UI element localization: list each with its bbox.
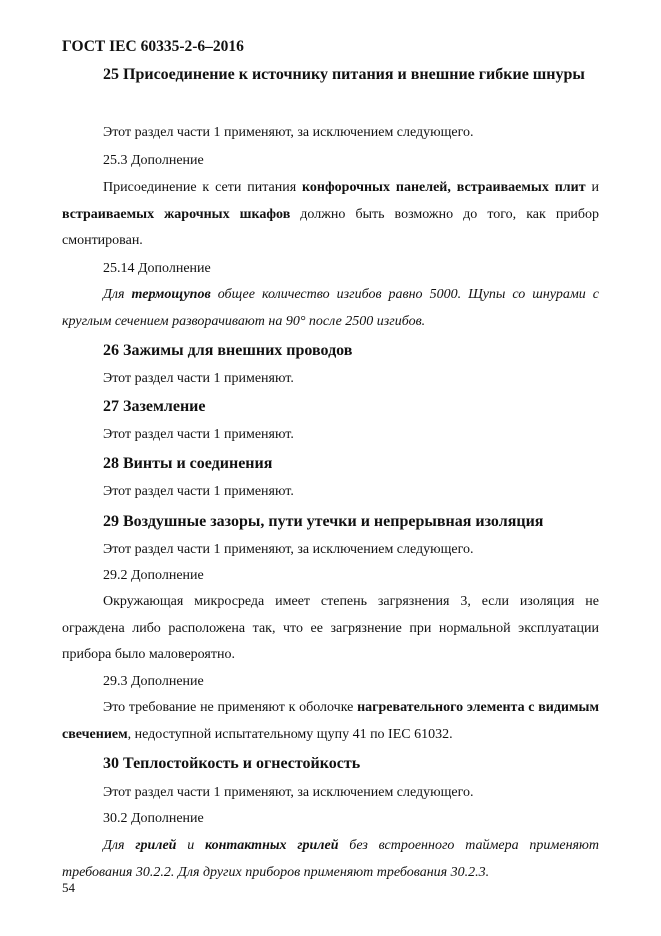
- section-28-text: Этот раздел части 1 применяют.: [103, 484, 294, 499]
- clause-25-3-label: 25.3 Дополнение: [103, 153, 204, 168]
- clause-25-3-text: Присоединение к сети питания конфорочных панелей, встраиваемых плит и встраиваемых жарочных шкафов должно быть возможно до того, как прибор смонтирован.: [62, 180, 599, 248]
- clause-29-3-text: Это требование не применяют к оболочке нагревательного элемента с видимым свечением, недоступной испытательному щупу 41 по IEC 61032.: [62, 700, 599, 742]
- clause-25-14-text: Для термощупов общее количество изгибов равно 5000. Щупы со шнурами с круглым сечением разворачивают на 90° после 2500 изгибов.: [62, 287, 599, 329]
- section-26-heading: 26 Зажимы для внешних проводов: [103, 342, 353, 359]
- section-30-heading: 30 Теплостойкость и огнестойкость: [103, 755, 361, 772]
- section-29-intro: Этот раздел части 1 применяют, за исключением следующего.: [103, 542, 474, 557]
- section-26-text: Этот раздел части 1 применяют.: [103, 371, 294, 386]
- section-27-heading: 27 Заземление: [103, 398, 206, 415]
- clause-29-2-text: Окружающая микросреда имеет степень загрязнения 3, если изоляция не ограждена либо расположена так, что ее загрязнение при нормальной эксплуатации прибора было маловероятно.: [62, 594, 599, 662]
- section-30-intro: Этот раздел части 1 применяют, за исключением следующего.: [103, 785, 474, 800]
- section-29-heading: 29 Воздушные зазоры, пути утечки и непрерывная изоляция: [103, 513, 544, 530]
- clause-25-14-label: 25.14 Дополнение: [103, 261, 211, 276]
- section-25-heading: [62, 62, 599, 89]
- clause-30-2-text: Для грилей и контактных грилей без встроенного таймера применяют требования 30.2.2. Для других приборов применяют требования 30.2.3.: [62, 838, 599, 880]
- section-25-intro: Этот раздел части 1 применяют, за исключением следующего.: [103, 125, 474, 140]
- clause-30-2-label: 30.2 Дополнение: [103, 811, 204, 826]
- page-number: 54: [62, 880, 75, 895]
- clause-29-3-label: 29.3 Дополнение: [103, 674, 204, 689]
- section-25-title: 25 Присоединение к источнику питания и внешние гибкие шнуры: [103, 66, 585, 83]
- section-28-heading: 28 Винты и соединения: [103, 455, 273, 472]
- clause-29-2-label: 29.2 Дополнение: [103, 568, 204, 583]
- document-header: ГОСТ IEC 60335-2-6–2016: [62, 38, 244, 55]
- section-27-text: Этот раздел части 1 применяют.: [103, 427, 294, 442]
